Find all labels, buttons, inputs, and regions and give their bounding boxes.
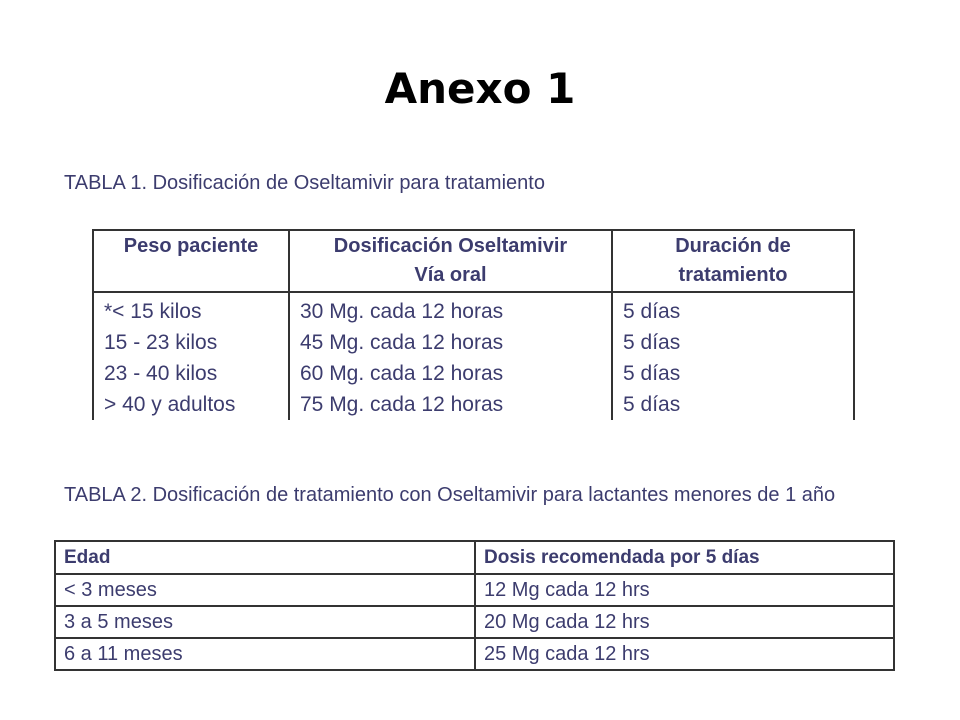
- table1-caption: TABLA 1. Dosificación de Oseltamivir para tratamiento: [64, 172, 545, 194]
- table2-caption: TABLA 2. Dosificación de tratamiento con Oseltamivir para lactantes menores de 1 año: [64, 484, 836, 506]
- table-cell: 75 Mg. cada 12 horas: [300, 393, 504, 416]
- peso-column: [93, 292, 289, 420]
- infant-dosing-table: [54, 540, 895, 671]
- table-cell: 45 Mg. cada 12 horas: [300, 331, 504, 354]
- table-cell: 23 - 40 kilos: [104, 362, 218, 385]
- table-cell: 5 días: [623, 300, 681, 323]
- dosis-column: [289, 292, 612, 420]
- table-cell: 3 a 5 meses: [55, 606, 475, 638]
- table-row: [55, 638, 894, 670]
- table-cell: 20 Mg cada 12 hrs: [475, 606, 894, 638]
- table-cell: 5 días: [623, 362, 681, 385]
- table-cell: 5 días: [623, 393, 681, 416]
- table-header-row: [55, 541, 894, 574]
- table-header-row: [93, 230, 854, 292]
- table-cell: < 3 meses: [55, 574, 475, 606]
- oseltamivir-treatment-table: [92, 229, 855, 420]
- table-cell: *< 15 kilos: [104, 300, 202, 323]
- slide-title: Anexo 1: [384, 64, 576, 113]
- table-cell: 15 - 23 kilos: [104, 331, 218, 354]
- header-duracion: Duración de tratamiento: [612, 230, 854, 292]
- table-row: [55, 606, 894, 638]
- table-cell: > 40 y adultos: [104, 393, 236, 416]
- table-cell: 60 Mg. cada 12 horas: [300, 362, 504, 385]
- table-cell: 6 a 11 meses: [55, 638, 475, 670]
- header-peso-paciente: Peso paciente: [93, 230, 289, 292]
- table-row: [93, 292, 854, 420]
- table-cell: 25 Mg cada 12 hrs: [475, 638, 894, 670]
- table-cell: 30 Mg. cada 12 horas: [300, 300, 504, 323]
- table-cell: 5 días: [623, 331, 681, 354]
- header-dosis-recomendada: Dosis recomendada por 5 días: [475, 541, 894, 574]
- header-edad: Edad: [55, 541, 475, 574]
- header-dosificacion: Dosificación Oseltamivir Vía oral: [289, 230, 612, 292]
- table-cell: 12 Mg cada 12 hrs: [475, 574, 894, 606]
- table-row: [55, 574, 894, 606]
- duracion-column: [612, 292, 854, 420]
